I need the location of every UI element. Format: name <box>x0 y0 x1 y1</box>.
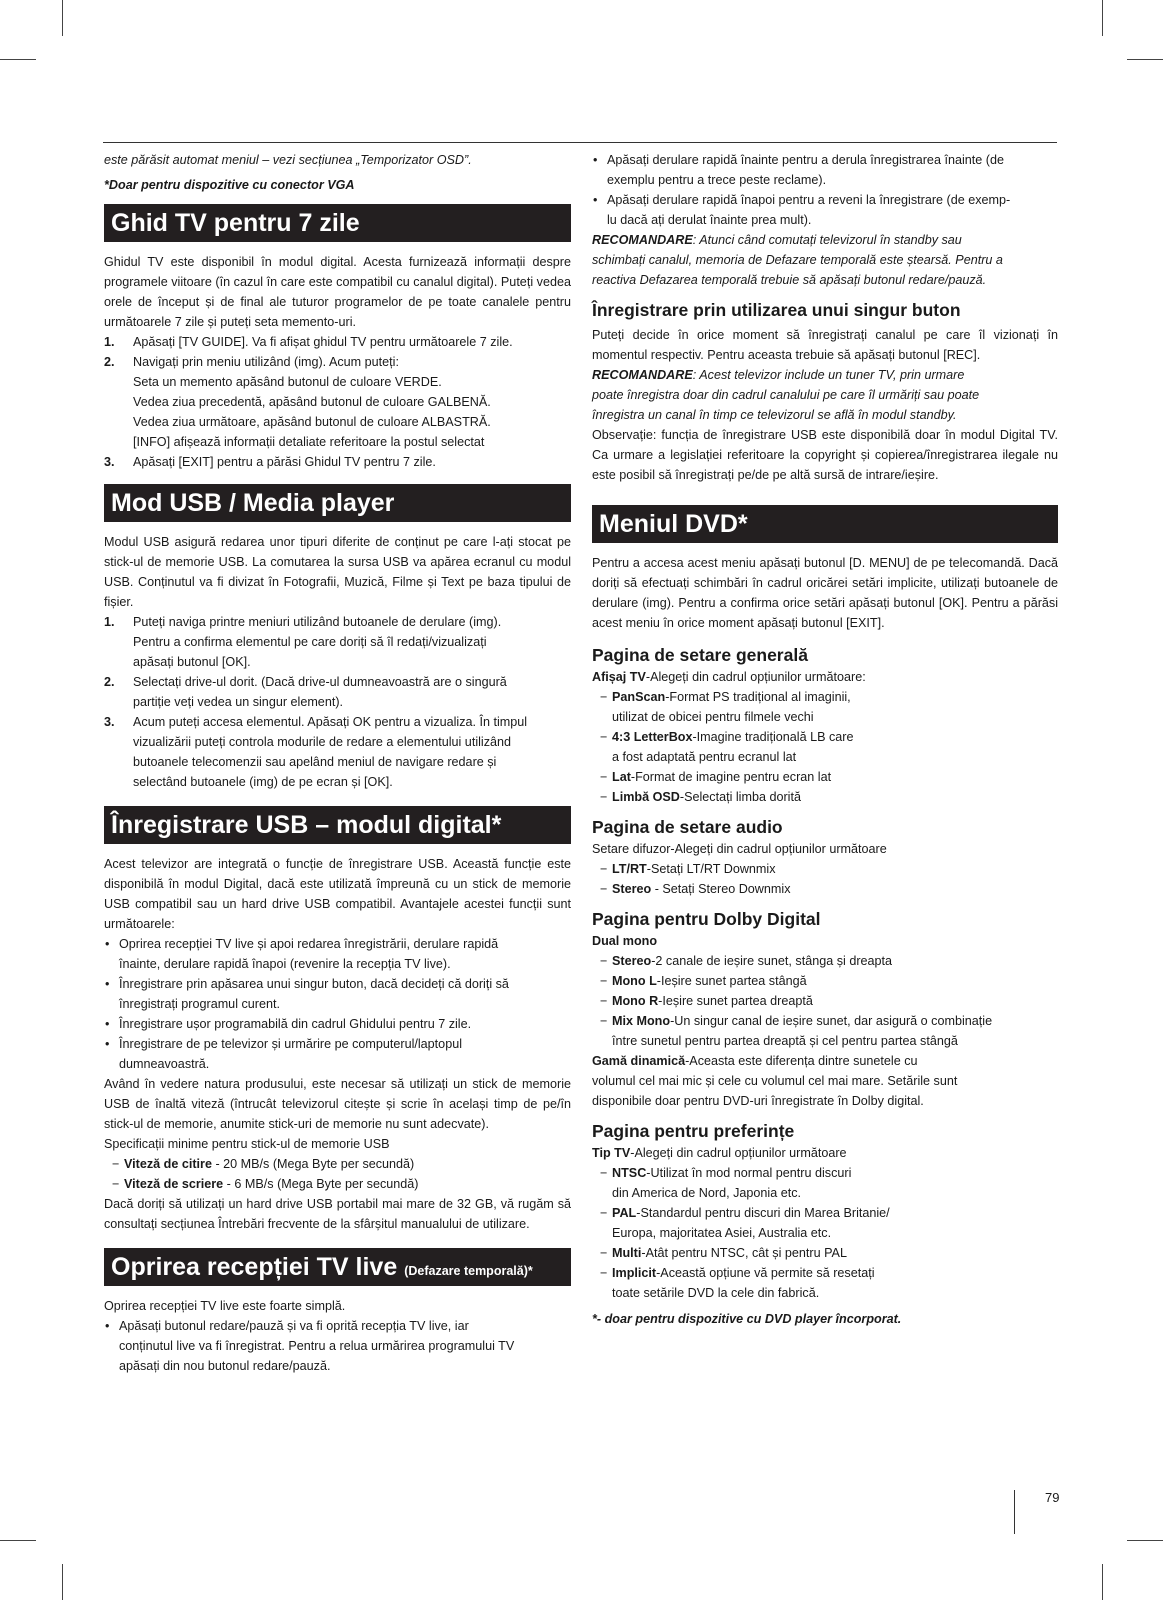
audio-lead: Setare difuzor-Alegeți din cadrul opțiunilor următoare <box>592 842 887 856</box>
option-label: PanScan <box>612 690 666 704</box>
usb-media-para: Modul USB asigură redarea unor tipuri diferite de conținut pe care l-ați stocat pe stick-ul de memorie USB. La comutarea la sursa USB va apărea ecranul cu modul USB. Conținutul va fi divizat în Fotografii, Muzică, Filme și Text pe baza tipului de fișier. <box>104 535 571 609</box>
timeshift-banner <box>104 1248 571 1286</box>
option-item <box>592 879 1058 899</box>
dash-marker: − <box>600 994 608 1008</box>
option-line: -Standardul pentru discuri din Marea Britanie/ <box>636 1206 890 1220</box>
option-label: Stereo <box>612 882 652 896</box>
dash-marker: − <box>600 1246 608 1260</box>
option-item <box>592 1203 1058 1243</box>
option-item <box>592 1263 1058 1303</box>
bullet-line: dumneavoastră. <box>119 1057 210 1071</box>
bullet-marker: • <box>593 193 598 207</box>
option-label: Viteză de citire <box>124 1157 212 1171</box>
usb-record-bullets <box>104 934 571 1074</box>
option-line: a fost adaptată pentru ecranul lat <box>612 750 797 764</box>
dynamic-range <box>592 1051 1058 1111</box>
option-line: -Setați LT/RT Downmix <box>646 862 776 876</box>
text-line: -Aceasta este diferența dintre sunetele cu <box>685 1054 918 1068</box>
text-line: disponibile doar pentru DVD-uri înregistrate în Dolby digital. <box>592 1094 924 1108</box>
tv-guide-banner <box>104 204 571 242</box>
option-line: -Un singur canal de ieșire sunet, dar asigură o combinație <box>670 1014 993 1028</box>
option-label: Limbă OSD <box>612 790 680 804</box>
bullet-marker: • <box>105 1037 110 1051</box>
prefs-lead-text: -Alegeți din cadrul opțiunilor următoare <box>630 1146 847 1160</box>
bullet-marker: • <box>105 977 110 991</box>
dash-marker: − <box>600 1166 608 1180</box>
option-label: Stereo <box>612 954 652 968</box>
dvd-title: Meniul DVD* <box>599 510 748 538</box>
dash-marker: − <box>600 1206 608 1220</box>
option-line: -Format de imagine pentru ecran lat <box>630 770 832 784</box>
dolby-title: Pagina pentru Dolby Digital <box>592 909 821 929</box>
bullet-line: Apăsați butonul redare/pauză și va fi oprită recepția TV live, iar <box>119 1319 469 1333</box>
top-rule <box>103 142 1057 143</box>
dash-marker: − <box>600 790 608 804</box>
option-item <box>592 727 1058 767</box>
bullet-line: Apăsați derulare rapidă înainte pentru a derula înregistrarea înainte (de <box>607 153 1004 167</box>
option-item <box>592 971 1058 991</box>
step-item <box>104 712 571 792</box>
bullet-item <box>104 1014 571 1034</box>
dash-marker: − <box>112 1157 120 1171</box>
usb-media-steps <box>104 612 571 792</box>
step-line: vizualizării puteți controla modurile de redare a elementului utilizând <box>133 735 512 749</box>
step-line: partiție veți vedea un singur element). <box>133 695 344 709</box>
step-line: Pentru a confirma elementul pe care doriți să îl redați/vizualizați <box>133 635 487 649</box>
page-number-rule <box>1014 1490 1015 1534</box>
dash-marker: − <box>600 974 608 988</box>
step-number: 1. <box>104 615 115 629</box>
prefs-lead-label: Tip TV <box>592 1146 631 1160</box>
text-line: reactiva Defazarea temporală trebuie să apăsați butonul redare/pauză. <box>592 273 987 287</box>
step-line: Puteți naviga printre meniuri utilizând butoanele de derulare (img). <box>133 615 502 629</box>
step-line: Selectați drive-ul dorit. (Dacă drive-ul dumneavoastră are o singură <box>133 675 507 689</box>
bullet-marker: • <box>105 937 110 951</box>
dynamic-range-label: Gamă dinamică <box>592 1054 686 1068</box>
text-line: poate înregistra doar din cadrul canalului pe care îl urmăriți sau poate <box>592 388 980 402</box>
option-item <box>104 1154 571 1174</box>
option-line: -Utilizat în mod normal pentru discuri <box>646 1166 852 1180</box>
dvd-footnote: *- doar pentru dispozitive cu DVD player încorporat. <box>592 1312 902 1326</box>
option-label: 4:3 LetterBox <box>612 730 693 744</box>
timeshift-title-small: (Defazare temporală)* <box>404 1264 533 1278</box>
bullet-item <box>104 1034 571 1074</box>
text-line: volumul cel mai mic și cele cu volumul cel mai mare. Setările sunt <box>592 1074 958 1088</box>
step-line: Apăsați [EXIT] pentru a părăsi Ghidul TV pentru 7 zile. <box>133 455 436 469</box>
step-item <box>104 332 571 352</box>
dash-marker: − <box>600 862 608 876</box>
option-item <box>592 1011 1058 1051</box>
general-lead-label: Afișaj TV <box>592 670 646 684</box>
text-line: schimbați canalul, memoria de Defazare temporală este ștearsă. Pentru a <box>592 253 1003 267</box>
prefs-lead <box>592 1143 1058 1163</box>
step-number: 2. <box>104 675 115 689</box>
dash-marker: − <box>600 1014 608 1028</box>
usb-record-para: Acest televizor are integrată o funcție de înregistrare USB. Această funcție este disponibilă în modul Digital, dacă este utilizată împreună cu un stick de memorie USB compatibil sau un hard drive USB compatibil. Avantajele acestei funcții sunt următoarele: <box>104 857 571 931</box>
option-line: - Setați Stereo Downmix <box>651 882 791 896</box>
bullet-line: conținutul live va fi înregistrat. Pentru a relua urmărirea programului TV <box>119 1339 515 1353</box>
dash-marker: − <box>600 690 608 704</box>
general-lead <box>592 667 1058 687</box>
option-value: - 20 MB/s (Mega Byte per secundă) <box>211 1157 415 1171</box>
option-label: Mono R <box>612 994 659 1008</box>
one-button-para: Puteți decide în orice moment să înregistrați canalul pe care îl vizionați în momentul respectiv. Pentru aceasta trebuie să apăsați butonul [REC]. <box>592 328 1058 362</box>
dolby-lead-label: Dual mono <box>592 934 658 948</box>
option-value: - 6 MB/s (Mega Byte per secundă) <box>223 1177 419 1191</box>
step-item <box>104 612 571 672</box>
bullet-line: înainte, derulare rapidă înapoi (revenire la recepția TV live). <box>119 957 451 971</box>
option-label: LT/RT <box>612 862 647 876</box>
step-number: 1. <box>104 335 115 349</box>
dash-marker: − <box>600 770 608 784</box>
step-number: 3. <box>104 455 115 469</box>
option-line: Europa, majoritatea Asiei, Australia etc. <box>612 1226 832 1240</box>
page-number: 79 <box>1045 1490 1060 1505</box>
option-line: -Această opțiune vă permite să resetați <box>656 1266 875 1280</box>
right-column <box>592 150 1058 1329</box>
bullet-marker: • <box>105 1319 110 1333</box>
bullet-line: Înregistrare prin apăsarea unui singur buton, dacă decideți că doriți să <box>119 977 509 991</box>
tv-guide-para: Ghidul TV este disponibil în modul digital. Acesta furnizează informații despre programele viitoare (în cazul în care este compatibil cu canalul digital). Puteți vedea orele de început și de final ale tuturor programelor de pe toate canalele pentru următoarele 7 zile și puteți seta memento-uri. <box>104 255 571 329</box>
option-item <box>592 787 1058 807</box>
tv-guide-steps <box>104 332 571 472</box>
usb-media-title: Mod USB / Media player <box>111 489 395 517</box>
option-label: Mono L <box>612 974 657 988</box>
prefs-title: Pagina pentru preferințe <box>592 1121 795 1141</box>
bullet-item <box>592 190 1058 230</box>
audio-setup-title: Pagina de setare audio <box>592 817 783 837</box>
option-label: NTSC <box>612 1166 647 1180</box>
intro-line: este părăsit automat meniul – vezi secțiunea „Temporizator OSD”. <box>104 153 472 167</box>
usb-record-para3: Dacă doriți să utilizați un hard drive USB portabil mai mare de 32 GB, vă rugăm să consultați secțiunea Întrebări frecvente de la sfârșitul manualului de utilizare. <box>104 1197 571 1231</box>
step-line: Acum puteți accesa elementul. Apăsați OK pentru a vizualiza. În timpul <box>133 715 528 729</box>
bullet-item <box>104 934 571 974</box>
option-item <box>592 687 1058 727</box>
recommendation-1 <box>592 230 1058 290</box>
usb-record-banner <box>104 806 571 844</box>
bullet-line: Oprirea recepției TV live și apoi redarea înregistrării, derulare rapidă <box>119 937 499 951</box>
step-item <box>104 672 571 712</box>
step-line: Seta un memento apăsând butonul de culoare VERDE. <box>133 375 442 389</box>
general-lead-text: -Alegeți din cadrul opțiunilor următoare: <box>645 670 866 684</box>
general-setup-title: Pagina de setare generală <box>592 645 808 665</box>
bullet-marker: • <box>105 1017 110 1031</box>
option-line: între sunetul pentru partea dreaptă și cel pentru partea stângă <box>612 1034 958 1048</box>
step-number: 2. <box>104 355 115 369</box>
vga-note: *Doar pentru dispozitive cu conector VGA <box>104 178 355 192</box>
option-line: -Ieșire sunet partea stângă <box>656 974 807 988</box>
option-line: din America de Nord, Japonia etc. <box>612 1186 802 1200</box>
timeshift-bullets <box>104 1316 571 1376</box>
bullet-line: Înregistrare de pe televizor și urmărire pe computerul/laptopul <box>119 1037 462 1051</box>
spec-list <box>104 1154 571 1194</box>
step-line: Apăsați [TV GUIDE]. Va fi afișat ghidul TV pentru următoarele 7 zile. <box>133 335 513 349</box>
option-label: Implicit <box>612 1266 657 1280</box>
step-item <box>104 452 571 472</box>
option-label: Multi <box>612 1246 642 1260</box>
dash-marker: − <box>600 882 608 896</box>
option-item <box>592 1243 1058 1263</box>
text-line: înregistra un canal în timp ce televizorul se află în modul standby. <box>592 408 957 422</box>
option-item <box>592 951 1058 971</box>
timeshift-title: Oprirea recepției TV live <box>111 1253 398 1281</box>
text-line: : Atunci când comutați televizorul în standby sau <box>692 233 962 247</box>
one-button-note: Observație: funcția de înregistrare USB este disponibilă doar în modul Digital TV. Ca urmare a legislației referitoare la copyright și copierea/înregistrarea ilegale nu este posibil să înregistrați pe/de pe altă sursă de intrare/ieșire. <box>592 428 1058 482</box>
option-label: Mix Mono <box>612 1014 671 1028</box>
rec1-label: RECOMANDARE <box>592 233 693 247</box>
step-line: Vedea ziua precedentă, apăsând butonul de culoare GALBENĂ. <box>133 395 491 409</box>
dvd-para: Pentru a accesa acest meniu apăsați butonul [D. MENU] de pe telecomandă. Dacă doriți să efectuați schimbări în cadrul oricărei setări implicite, utilizați butoanele de derulare (img). Pentru a confirma orice setări apăsați butonul [OK]. Pentru a părăsi acest meniu în orice moment apăsați butonul [EXIT]. <box>592 556 1058 630</box>
rec2-label: RECOMANDARE <box>592 368 693 382</box>
dolby-items <box>592 951 1058 1051</box>
step-line: Vedea ziua următoare, apăsând butonul de culoare ALBASTRĂ. <box>133 415 491 429</box>
bullet-item <box>104 974 571 1014</box>
option-label: Lat <box>612 770 631 784</box>
dash-marker: − <box>600 730 608 744</box>
option-line: -Imagine tradițională LB care <box>692 730 854 744</box>
bullet-line: apăsați din nou butonul redare/pauză. <box>119 1359 331 1373</box>
bullet-item <box>592 150 1058 190</box>
option-item <box>104 1174 571 1194</box>
bullet-line: înregistrați programul curent. <box>119 997 280 1011</box>
audio-items <box>592 859 1058 899</box>
option-line: -2 canale de ieșire sunet, stânga și dreapta <box>651 954 893 968</box>
bullet-item <box>104 1316 571 1376</box>
option-item <box>592 991 1058 1011</box>
recommendation-2 <box>592 365 1058 425</box>
step-number: 3. <box>104 715 115 729</box>
one-button-title: Înregistrare prin utilizarea unui singur buton <box>592 300 961 320</box>
step-item <box>104 352 571 452</box>
usb-record-title: Înregistrare USB – modul digital* <box>111 811 502 839</box>
option-label: PAL <box>612 1206 637 1220</box>
step-line: Navigați prin meniu utilizând (img). Acum puteți: <box>133 355 399 369</box>
option-line: -Format PS tradițional al imaginii, <box>665 690 851 704</box>
option-item <box>592 767 1058 787</box>
step-line: selectând butoanele (img) de pe ecran și [OK]. <box>133 775 393 789</box>
option-line: -Atât pentru NTSC, cât și pentru PAL <box>641 1246 847 1260</box>
option-line: toate setările DVD la cele din fabrică. <box>612 1286 820 1300</box>
bullet-line: lu dacă ați derulat înainte prea mult). <box>607 213 812 227</box>
prefs-items <box>592 1163 1058 1303</box>
step-line: butoanele telecomenzii sau apelând meniul de navigare redare și <box>133 755 497 769</box>
timeshift-para: Oprirea recepției TV live este foarte simplă. <box>104 1299 346 1313</box>
step-line: [INFO] afișează informații detaliate referitoare la postul selectat <box>133 435 485 449</box>
option-line: utilizat de obicei pentru filmele vechi <box>612 710 814 724</box>
bullet-marker: • <box>593 153 598 167</box>
tv-guide-title: Ghid TV pentru 7 zile <box>111 209 360 237</box>
dash-marker: − <box>112 1177 120 1191</box>
right-bullets <box>592 150 1058 230</box>
usb-media-banner <box>104 484 571 522</box>
dvd-banner <box>592 505 1058 543</box>
option-item <box>592 1163 1058 1203</box>
dash-marker: − <box>600 1266 608 1280</box>
option-line: -Ieșire sunet partea dreaptă <box>658 994 813 1008</box>
option-line: -Selectați limba dorită <box>679 790 801 804</box>
general-items <box>592 687 1058 807</box>
left-column <box>104 150 571 1376</box>
option-item <box>592 859 1058 879</box>
bullet-line: exemplu pentru a trece peste reclame). <box>607 173 827 187</box>
step-line: apăsați butonul [OK]. <box>133 655 251 669</box>
text-line: : Acest televizor include un tuner TV, prin urmare <box>692 368 965 382</box>
option-label: Viteză de scriere <box>124 1177 224 1191</box>
spec-intro: Specificații minime pentru stick-ul de memorie USB <box>104 1137 390 1151</box>
bullet-line: Înregistrare ușor programabilă din cadrul Ghidului pentru 7 zile. <box>119 1017 472 1031</box>
bullet-line: Apăsați derulare rapidă înapoi pentru a reveni la înregistrare (de exemp- <box>607 193 1011 207</box>
dash-marker: − <box>600 954 608 968</box>
usb-record-para2: Având în vedere natura produsului, este necesar să utilizați un stick de memorie USB de înaltă viteză (întrucât televizorul citește și scrie în același timp de pe/în stick-ul de memorie, anumite stick-uri de memorie nu sunt adecvate). <box>104 1077 571 1131</box>
dolby-lead <box>592 931 1058 951</box>
